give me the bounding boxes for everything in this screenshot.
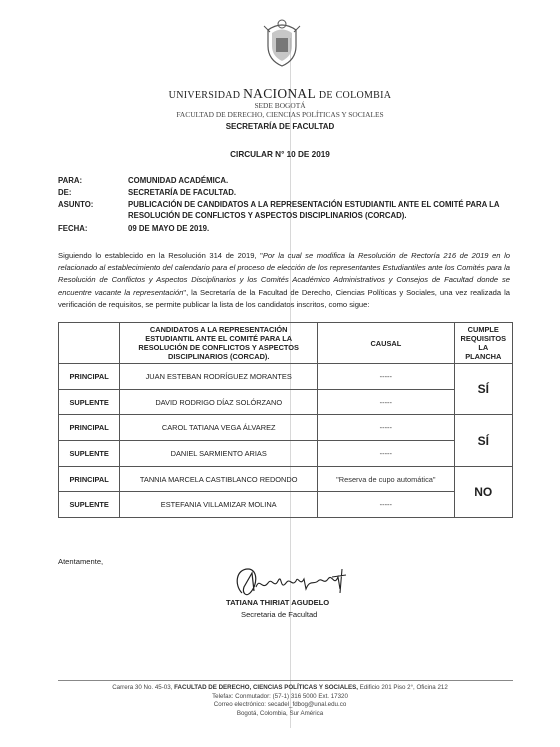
candidates-table: [58, 322, 513, 518]
row-causal: -----: [318, 389, 454, 415]
footer-address: [0, 684, 560, 693]
fecha-value: 09 DE MAYO DE 2019.: [128, 224, 210, 233]
circular-number: CIRCULAR N° 10 DE 2019: [230, 150, 330, 159]
row-causal: "Reserva de cupo automática": [318, 466, 454, 492]
footer-address-post: Edificio 201 Piso 2°, Oficina 212: [359, 684, 448, 691]
table-row: [59, 466, 513, 492]
asunto-value: PUBLICACIÓN DE CANDIDATOS A LA REPRESENTACIÓN ESTUDIANTIL ANTE EL COMITÉ PARA LA RESOLUCIÓN DE CONFLICTOS Y ASPECTOS DISCIPLINARIOS (CORCAD).: [128, 200, 500, 220]
row-name: DAVID RODRIGO DÍAZ SOLÓRZANO: [120, 389, 318, 415]
row-causal: -----: [318, 415, 454, 441]
university-name-pre: UNIVERSIDAD: [168, 90, 241, 101]
office-name: SECRETARÍA DE FACULTAD: [225, 122, 335, 131]
plancha-result: SÍ: [454, 364, 512, 415]
table-header-row: [59, 323, 513, 364]
footer-address-pre: Carrera 30 No. 45-03,: [112, 684, 173, 691]
footer-faculty: FACULTAD DE DERECHO, CIENCIAS POLÍTICAS Y SOCIALES,: [174, 684, 358, 691]
university-name-post: DE COLOMBIA: [318, 90, 392, 101]
table-row: [59, 441, 513, 467]
row-role: SUPLENTE: [59, 389, 120, 415]
row-role: PRINCIPAL: [59, 364, 120, 390]
letterhead-sede: [0, 101, 560, 119]
footer: [0, 684, 560, 718]
university-coat-of-arms-icon: [262, 16, 302, 68]
row-role: PRINCIPAL: [59, 466, 120, 492]
table-header-empty: [59, 323, 120, 364]
table-row: [59, 364, 513, 390]
row-role: SUPLENTE: [59, 441, 120, 467]
row-role: PRINCIPAL: [59, 415, 120, 441]
body-quote: Por la cual se modifica la Resolución de Rectoría 216 de 2019 en lo relacionado al establecimiento del calendario para el proceso de elección de los representantes Estudiantiles ante los Comités para la Resolución de Conflictos y Aspectos Disciplinarios y los Comités Académico Administrativos y Consejos de Facultad donde se encuentre vacante la representación: [58, 251, 510, 297]
university-name-main: NACIONAL: [243, 86, 317, 101]
signatory-name: TATIANA THIRIAT AGUDELO: [226, 598, 330, 607]
table-row: [59, 492, 513, 518]
row-role: SUPLENTE: [59, 492, 120, 518]
handwritten-signature: [228, 563, 368, 603]
row-name: ESTEFANIA VILLAMIZAR MOLINA: [120, 492, 318, 518]
footer-divider: [58, 680, 513, 681]
footer-phone: Telefax: Conmutador: (57-1) 316 5000 Ext. 17320: [212, 692, 348, 700]
table-header-candidates: CANDIDATOS A LA REPRESENTACIÓN ESTUDIANTIL ANTE EL COMITÉ PARA LA RESOLUCIÓN DE CONFLICTOS Y ASPECTOS DISCIPLINARIOS (CORCAD).: [120, 323, 318, 364]
footer-email: Correo electrónico: secadel_fdbog@unal.edu.co: [213, 701, 347, 708]
row-name: JUAN ESTEBAN RODRÍGUEZ MORANTES: [120, 364, 318, 390]
de-label: DE:: [58, 188, 72, 197]
signatory-role: Secretaria de Facultad: [241, 610, 318, 619]
de-value: SECRETARÍA DE FACULTAD.: [128, 188, 236, 197]
para-label: PARA:: [58, 176, 83, 185]
plancha-result: SÍ: [454, 415, 512, 466]
table-row: [59, 415, 513, 441]
row-name: DANIEL SARMIENTO ARIAS: [120, 441, 318, 467]
body-paragraph: [58, 250, 510, 311]
para-value: COMUNIDAD ACADÉMICA.: [128, 176, 229, 185]
body-outro: ", la Secretaría de la Facultad de Derecho, Ciencias Políticas y Sociales, una vez realizada la verificación de requisitos, se permite publicar la lista de los candidatos inscritos, como sigue:: [58, 287, 510, 309]
row-causal: -----: [318, 441, 454, 467]
row-name: CAROL TATIANA VEGA ÁLVAREZ: [120, 415, 318, 441]
row-causal: -----: [318, 492, 454, 518]
table-row: [59, 389, 513, 415]
row-name: TANNIA MARCELA CASTIBLANCO REDONDO: [120, 466, 318, 492]
row-causal: -----: [318, 364, 454, 390]
footer-location: Bogotá, Colombia, Sur América: [236, 709, 324, 717]
asunto-label: ASUNTO:: [58, 200, 94, 209]
table-header-causal: CAUSAL: [318, 323, 454, 364]
faculty-name: FACULTAD DE DERECHO, CIENCIAS POLÍTICAS Y SOCIALES: [176, 110, 384, 119]
university-name: [0, 86, 560, 102]
fecha-label: FECHA:: [58, 224, 88, 233]
table-header-cumple: CUMPLE REQUISITOS LA PLANCHA: [454, 323, 512, 364]
closing-text: Atentamente,: [58, 557, 104, 566]
sede-name: SEDE BOGOTÁ: [254, 101, 306, 110]
plancha-result: NO: [454, 466, 512, 517]
body-intro: Siguiendo lo establecido en la Resolución 314 de 2019, ": [58, 251, 263, 260]
